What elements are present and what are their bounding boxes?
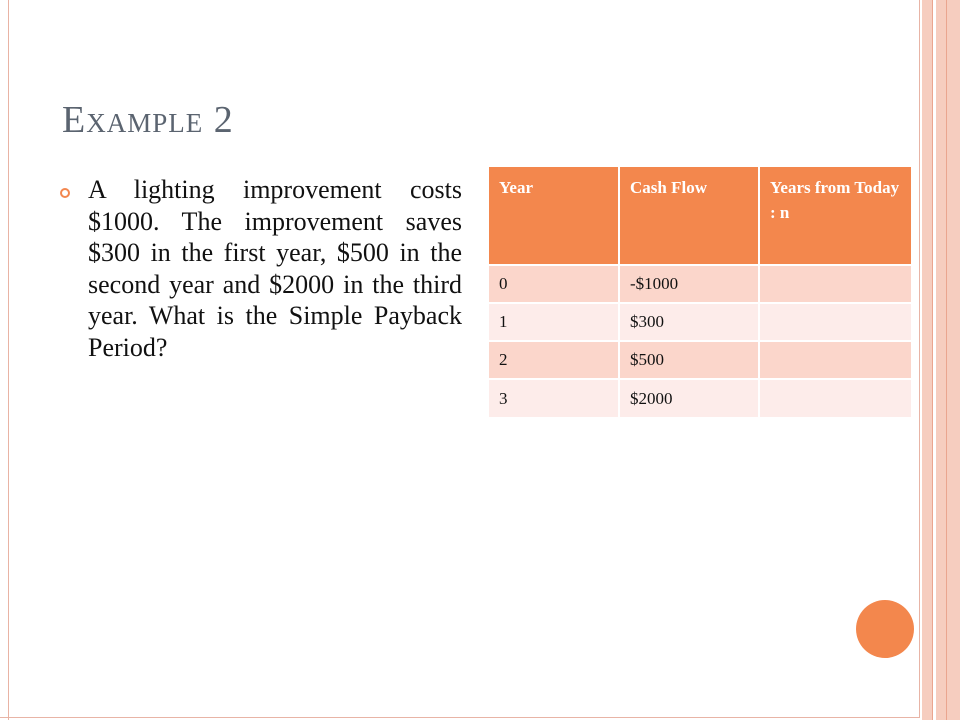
cell-cash-flow: $300: [619, 303, 759, 341]
cell-years-from-today: [759, 341, 912, 379]
cell-years-from-today: [759, 265, 912, 303]
cell-year: 1: [489, 303, 619, 341]
side-decoration-line: [946, 0, 947, 720]
table-row: [489, 265, 912, 303]
header-years-from-today: Years from Today : n: [759, 167, 912, 265]
table-row: [489, 303, 912, 341]
circle-bullet-icon: [60, 188, 70, 198]
bullet-text: A lighting improvement costs $1000. The improvement saves $300 in the first year, $500 in the second year and $2000 in the third year. What is the Simple Payback Period?: [88, 175, 462, 362]
decorative-circle: [856, 600, 914, 658]
cell-years-from-today: [759, 303, 912, 341]
table-row: [489, 341, 912, 379]
cell-cash-flow: -$1000: [619, 265, 759, 303]
cell-cash-flow: $2000: [619, 379, 759, 417]
table-row: [489, 379, 912, 417]
header-year: Year: [489, 167, 619, 265]
cell-year: 3: [489, 379, 619, 417]
side-decoration-line: [932, 0, 933, 720]
side-decoration-band-wide: [936, 0, 960, 720]
slide-left-border: [8, 0, 9, 720]
side-decoration-band: [922, 0, 932, 720]
cell-year: 0: [489, 265, 619, 303]
slide-title: Example 2: [62, 99, 234, 141]
cell-cash-flow: $500: [619, 341, 759, 379]
cell-years-from-today: [759, 379, 912, 417]
cash-flow-table: [489, 167, 913, 417]
cell-year: 2: [489, 341, 619, 379]
header-cash-flow: Cash Flow: [619, 167, 759, 265]
table-header-row: [489, 167, 912, 265]
bullet-list: [60, 174, 462, 363]
